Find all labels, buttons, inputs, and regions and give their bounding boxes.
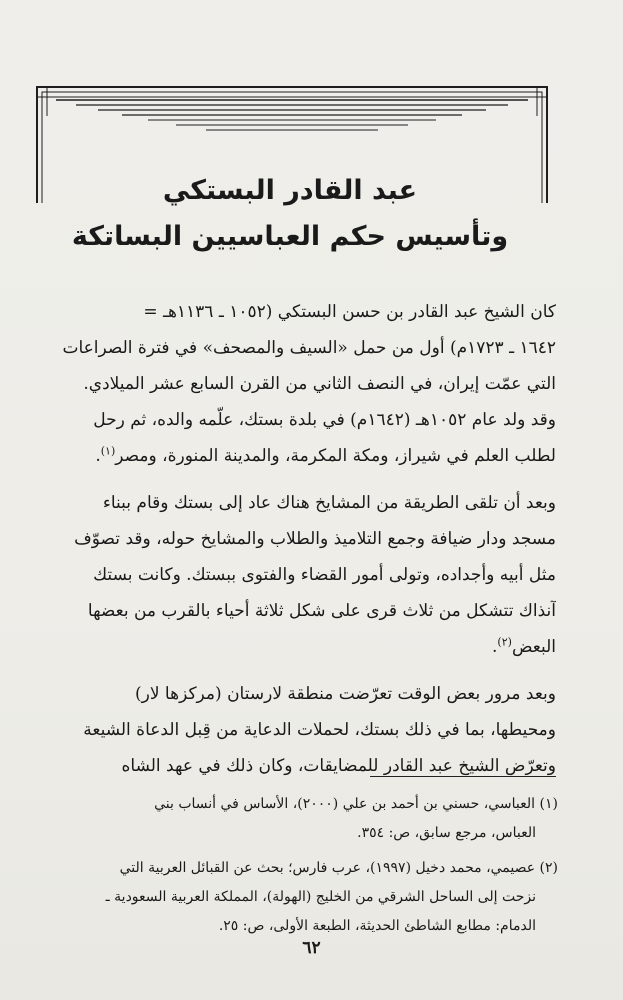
body-text [38,294,556,784]
footnote-number: (٢) [539,860,558,876]
paragraph-3 [38,676,556,784]
paragraph-2 [38,485,556,665]
footnote-2 [38,854,558,941]
text-line: ١٦٤٢ ـ ١٧٢٣م) أول من حمل «السيف والمصحف» في فترة الصراعات [62,338,556,358]
text-line: لطلب العلم في شيراز، ومكة المكرمة، والمدينة المنورة، ومصر$^{(١)}$. [95,444,556,466]
text-line: البعض$^{(٢)}$. [492,635,556,657]
footnote-line [38,854,558,883]
text-line: وبعد أن تلقى الطريقة من المشايخ هناك عاد إلى بستك وقام ببناء [102,493,556,513]
footnotes [38,790,558,941]
footnote-ref-1: (١) [100,444,116,458]
footnote-separator [370,776,556,777]
text-line: كان الشيخ عبد القادر بن حسن البستكي (١٠٥٢ ـ ١١٣٦هـ = [143,302,556,322]
footnote-number: (١) [539,796,558,812]
text-line: وبعد مرور بعض الوقت تعرّضت منطقة لارستان (مركزها لار) [134,684,556,704]
footnote-text: العباسي، حسني بن أحمد بن علي (٢٠٠٠)، الأساس في أنساب بني [154,796,536,812]
footnote-1 [38,790,558,848]
text-line-content: البعض [511,637,556,657]
text-line: وتعرّض الشيخ عبد القادر للمضايقات، وكان ذلك في عهد الشاه [121,756,556,776]
text-line: التي عمّت إيران، في النصف الثاني من القرن السابع عشر الميلادي. [83,374,556,394]
text-line: مثل أبيه وأجداده، وتولى أمور القضاء والفتوى ببستك. وكانت بستك [93,565,556,585]
text-line: مسجد ودار ضيافة وجمع التلاميذ والطلاب والمشايخ حوله، وقد تصوّف [74,529,556,549]
text-line: ومحيطها، بما في ذلك بستك، لحملات الدعاية من قِبل الدعاة الشيعة [83,720,556,740]
text-line: آنذاك تتشكل من ثلاث قرى على شكل ثلاثة أحياء بالقرب من بعضها [87,601,556,621]
footnote-line [38,790,558,819]
footnote-text: عصيمي، محمد دخيل (١٩٩٧)، عرب فارس؛ بحث عن القبائل العربية التي [119,860,536,876]
text-line-content: لطلب العلم في شيراز، ومكة المكرمة، والمدينة المنورة، ومصر [115,446,556,466]
footnote-ref-2: (٢) [497,635,512,649]
page-number: ٦٢ [302,938,321,958]
text-line: وقد ولد عام ١٠٥٢هـ (١٦٤٢م) في بلدة بستك، علّمه والده، ثم رحل [93,410,556,430]
paragraph-1 [38,294,556,474]
chapter-heading [60,168,520,260]
footnote-line: العباس، مرجع سابق، ص: ٣٥٤. [357,825,536,841]
footnote-line: الدمام: مطابع الشاطئ الحديثة، الطبعة الأولى، ص: ٢٥. [218,918,536,934]
chapter-title-line-1: عبد القادر البستكي [162,175,418,206]
chapter-title-line-2: وتأسيس حكم العباسيين البساتكة [71,221,509,252]
footnote-line: نزحت إلى الساحل الشرقي من الخليج (الهولة)، المملكة العربية السعودية ـ [105,889,536,905]
